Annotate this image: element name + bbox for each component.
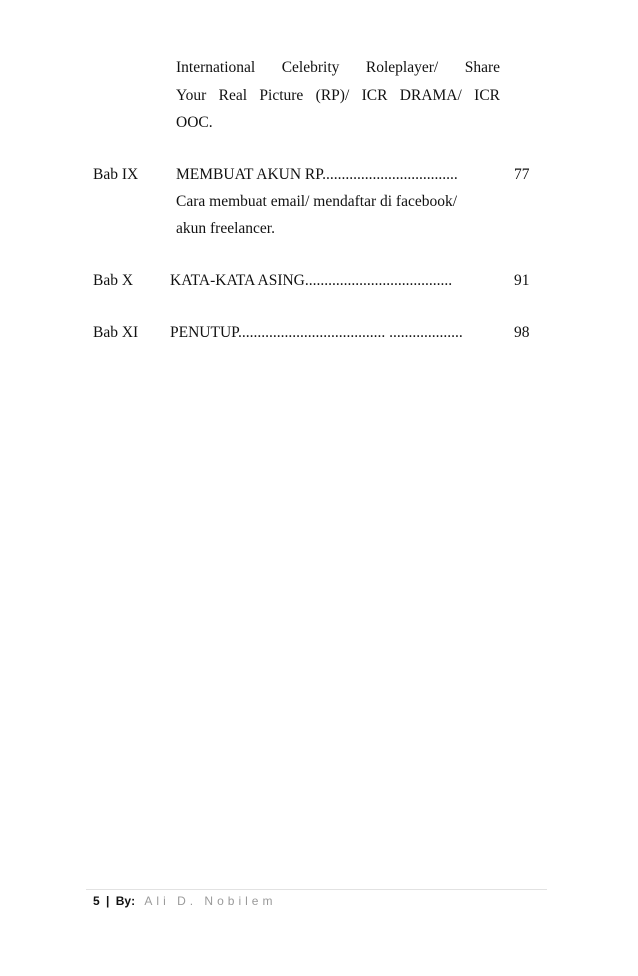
toc-page-number: 77 [514,166,530,183]
toc-chapter-label: Bab XI [93,324,139,341]
toc-continuation-line: International Celebrity Roleplayer/ Share [176,59,500,76]
toc-page-number: 91 [514,272,530,289]
footer-divider [86,889,547,890]
toc-continuation-line: OOC. [176,114,213,131]
toc-entry-title: MEMBUAT AKUN RP................................... [176,166,458,183]
page-footer [93,893,276,909]
toc-page-number: 98 [514,324,530,341]
toc-chapter-label: Bab IX [93,166,139,183]
toc-entry-title: KATA-KATA ASING...................................... [170,272,453,289]
footer-page-number: 5 [93,894,100,908]
toc-entry-description: Cara membuat email/ mendaftar di facebook/ [176,193,458,210]
footer-by-label: By: [115,894,136,908]
toc-continuation-line: Your Real Picture (RP)/ ICR DRAMA/ ICR [176,87,500,104]
toc-entry-description: akun freelancer. [176,220,275,237]
toc-entry-title: PENUTUP...................................... ................... [170,324,463,341]
footer-separator: | [106,894,110,908]
footer-author: Ali D. Nobilem [144,894,277,908]
toc-chapter-label: Bab X [93,272,134,289]
